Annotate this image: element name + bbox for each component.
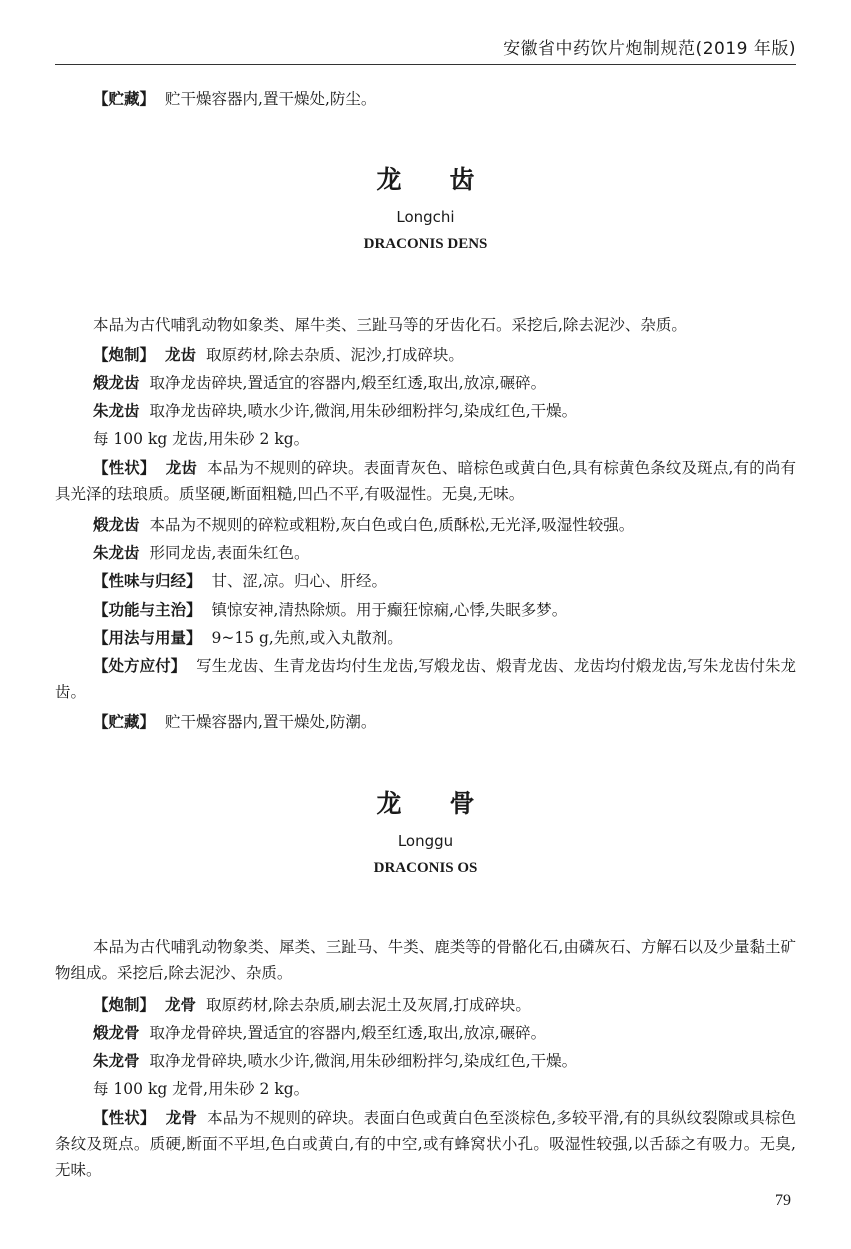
processing-text: 取净龙齿碎块,置适宜的容器内,煅至红透,取出,放凉,碾碎。 — [149, 374, 547, 392]
dosage-label: 【用法与用量】 — [93, 629, 202, 647]
processing-label: 【炮制】 — [93, 346, 156, 364]
processing-name: 朱龙齿 — [93, 402, 140, 420]
character-text: 本品为不规则的碎块。表面白色或黄白色至淡棕色,多较平滑,有的具纵纹裂隙或具棕色条纹及斑点。质硬,断面不平坦,色白或黄白,有的中空,或有蜂窝状小孔。吸湿性较强,以舌舔之有吸力。无臭,无味。 — [55, 1109, 796, 1179]
entry-title-latin: DRACONIS OS — [373, 860, 478, 876]
character-item — [55, 540, 796, 566]
processing-text: 取原药材,除去杂质、泥沙,打成碎块。 — [206, 346, 464, 364]
processing-text: 取净龙骨碎块,喷水少许,微润,用朱砂细粉拌匀,染成红色,干燥。 — [149, 1052, 578, 1070]
entry-title-cn: 龙骨 — [376, 789, 523, 818]
character-item — [55, 1105, 796, 1183]
dosage-text: 9~15 g,先煎,或入丸散剂。 — [211, 629, 403, 647]
prescription-paragraph — [55, 653, 796, 705]
entry-intro: 本品为古代哺乳动物象类、犀类、三趾马、牛类、鹿类等的骨骼化石,由磷灰石、方解石以及少量黏土矿物组成。采挖后,除去泥沙、杂质。 — [55, 938, 796, 982]
ratio-text: 每 100 kg 龙齿,用朱砂 2 kg。 — [93, 430, 310, 448]
entry-title-pinyin: Longchi — [396, 208, 455, 226]
character-item — [55, 512, 796, 538]
character-text: 形同龙齿,表面朱红色。 — [149, 544, 310, 562]
processing-name: 煅龙骨 — [93, 1024, 140, 1042]
character-name: 朱龙齿 — [93, 544, 140, 562]
processing-item — [55, 370, 796, 396]
processing-name: 朱龙骨 — [93, 1052, 140, 1070]
nature-paragraph — [55, 568, 796, 594]
function-paragraph — [55, 597, 796, 623]
entry-intro: 本品为古代哺乳动物如象类、犀牛类、三趾马等的牙齿化石。采挖后,除去泥沙、杂质。 — [93, 316, 687, 334]
processing-text: 取净龙齿碎块,喷水少许,微润,用朱砂细粉拌匀,染成红色,干燥。 — [149, 402, 578, 420]
processing-item — [55, 1048, 796, 1074]
function-text: 镇惊安神,清热除烦。用于癫狂惊痫,心悸,失眠多梦。 — [211, 601, 568, 619]
running-header-title: 安徽省中药饮片炮制规范(2019 年版) — [503, 39, 796, 59]
nature-label: 【性味与归经】 — [93, 572, 202, 590]
character-label: 【性状】 — [93, 459, 156, 477]
entry-title-latin: DRACONIS DENS — [363, 236, 488, 252]
character-name: 龙骨 — [165, 1109, 198, 1127]
character-text: 本品为不规则的碎块。表面青灰色、暗棕色或黄白色,具有棕黄色条纹及斑点,有的尚有具光泽的珐琅质。质坚硬,断面粗糙,凹凸不平,有吸湿性。无臭,无味。 — [55, 459, 796, 503]
top-storage-paragraph — [55, 86, 796, 112]
character-label: 【性状】 — [93, 1109, 156, 1127]
processing-item — [55, 992, 796, 1018]
prescription-label: 【处方应付】 — [93, 657, 187, 675]
storage-text: 贮干燥容器内,置干燥处,防潮。 — [165, 713, 377, 731]
processing-item — [55, 342, 796, 368]
function-label: 【功能与主治】 — [93, 601, 202, 619]
prescription-text: 写生龙齿、生青龙齿均付生龙齿,写煅龙齿、煅青龙齿、龙齿均付煅龙齿,写朱龙齿付朱龙齿。 — [55, 657, 796, 701]
header-rule — [55, 64, 796, 65]
entry-title-pinyin: Longgu — [397, 832, 454, 850]
dosage-paragraph — [55, 625, 796, 651]
nature-text: 甘、涩,凉。归心、肝经。 — [211, 572, 387, 590]
character-item — [55, 455, 796, 507]
processing-item — [55, 1020, 796, 1046]
page-number: 79 — [775, 1192, 791, 1209]
processing-text: 取原药材,除去杂质,刷去泥土及灰屑,打成碎块。 — [206, 996, 531, 1014]
processing-name: 龙齿 — [165, 346, 197, 364]
storage-text: 贮干燥容器内,置干燥处,防尘。 — [165, 90, 377, 108]
character-text: 本品为不规则的碎粒或粗粉,灰白色或白色,质酥松,无光泽,吸湿性较强。 — [149, 516, 635, 534]
ratio-text: 每 100 kg 龙骨,用朱砂 2 kg。 — [93, 1080, 310, 1098]
storage-paragraph — [55, 709, 796, 735]
storage-label: 【贮藏】 — [93, 713, 156, 731]
character-name: 龙齿 — [165, 459, 198, 477]
storage-label: 【贮藏】 — [93, 90, 156, 108]
processing-text: 取净龙骨碎块,置适宜的容器内,煅至红透,取出,放凉,碾碎。 — [149, 1024, 547, 1042]
processing-name: 煅龙齿 — [93, 374, 140, 392]
processing-label: 【炮制】 — [93, 996, 156, 1014]
entry-title-cn: 龙齿 — [376, 165, 523, 194]
processing-item — [55, 398, 796, 424]
processing-name: 龙骨 — [165, 996, 197, 1014]
character-name: 煅龙齿 — [93, 516, 140, 534]
